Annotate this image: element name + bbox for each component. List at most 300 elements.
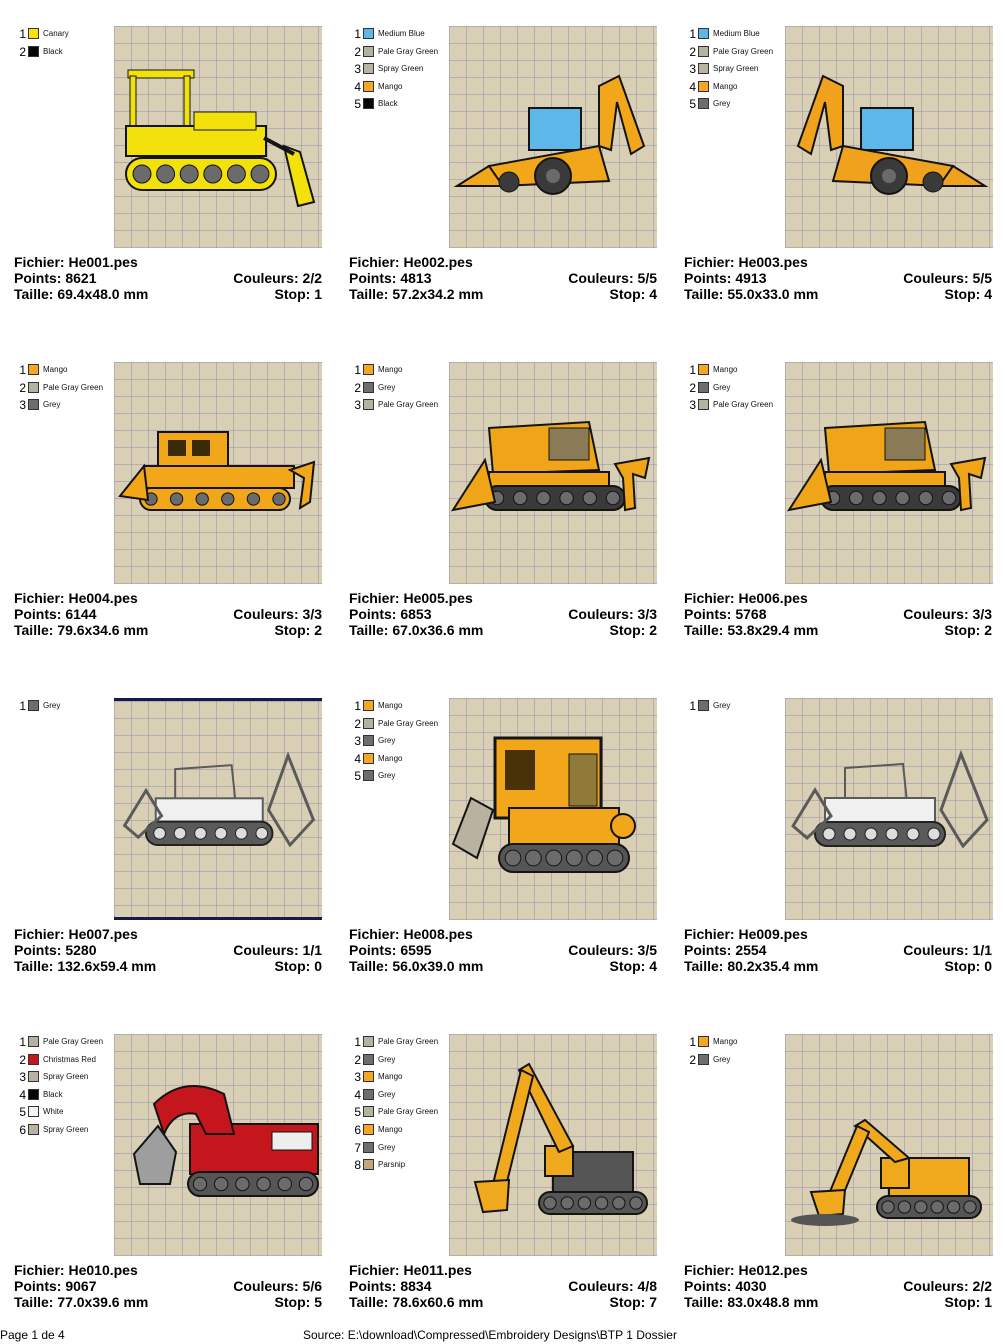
thread-color-swatch (363, 735, 374, 746)
thread-color-swatch (698, 382, 709, 393)
stop-value: 2 (649, 622, 657, 638)
thread-color-name: Mango (713, 1037, 738, 1046)
thread-index: 1 (354, 363, 361, 377)
thread-color-name: Grey (378, 736, 396, 746)
thread-index: 2 (689, 44, 696, 59)
stop-label: Stop: (944, 1294, 985, 1310)
thread-index: 5 (689, 97, 696, 112)
stop-label: Stop: (274, 622, 315, 638)
design-card (335, 336, 670, 672)
design-card (335, 672, 670, 1008)
design-card (0, 1008, 335, 1344)
size-value: 132.6x59.4 mm (57, 958, 157, 974)
thread-color-name: Medium Blue (378, 29, 425, 38)
machine-illustration (114, 26, 322, 248)
thread-color-swatch (363, 718, 374, 729)
points-label: Points: (14, 1278, 66, 1294)
color-count (233, 270, 322, 286)
file-value: He010.pes (68, 1262, 138, 1278)
stop-count (610, 958, 657, 974)
stitch-points (14, 606, 97, 622)
colors-value: 1/1 (972, 942, 992, 958)
thread-color-swatch (363, 1159, 374, 1170)
thread-index: 1 (19, 363, 26, 377)
size-label: Taille: (684, 622, 728, 638)
colors-value: 2/2 (302, 270, 322, 286)
design-card (670, 0, 1005, 336)
points-label: Points: (349, 270, 401, 286)
thread-color-swatch (363, 1054, 374, 1065)
thread-index: 4 (689, 79, 696, 94)
thread-index: 1 (19, 27, 26, 41)
thread-color-name: Mango (378, 1124, 403, 1134)
color-count (903, 942, 992, 958)
stop-value: 7 (649, 1294, 657, 1310)
thread-color-name: Mango (378, 365, 403, 374)
size-value: 69.4x48.0 mm (57, 286, 149, 302)
thread-color-swatch (28, 382, 39, 393)
design-preview (785, 362, 993, 584)
thread-index: 4 (354, 79, 361, 94)
file-value: He002.pes (403, 254, 473, 270)
color-count (903, 1278, 992, 1294)
design-preview (114, 26, 322, 248)
colors-value: 2/2 (972, 1278, 992, 1294)
thread-color-swatch (363, 81, 374, 92)
points-value: 6144 (65, 606, 97, 622)
stop-label: Stop: (609, 286, 650, 302)
thread-color-name: Spray Green (713, 64, 759, 74)
points-value: 5280 (65, 942, 97, 958)
colors-value: 3/5 (637, 942, 657, 958)
thread-color-swatch (698, 81, 709, 92)
design-card (670, 672, 1005, 1008)
stitch-points (14, 942, 97, 958)
stitch-points (349, 1278, 432, 1294)
thread-color-name: Mango (378, 81, 403, 91)
thread-color-swatch (28, 1054, 39, 1065)
design-size (349, 622, 483, 638)
size-value: 67.0x36.6 mm (392, 622, 484, 638)
file-label: Fichier: (349, 926, 404, 942)
thread-color-swatch (28, 364, 39, 375)
machine-illustration (785, 26, 993, 248)
stop-count (275, 1294, 322, 1310)
colors-label: Couleurs: (568, 1278, 638, 1294)
thread-color-name: Mango (713, 365, 738, 374)
size-value: 77.0x39.6 mm (57, 1294, 149, 1310)
size-value: 80.2x35.4 mm (727, 958, 819, 974)
thread-index: 6 (354, 1122, 361, 1137)
file-name (684, 1262, 808, 1278)
design-size (14, 958, 156, 974)
design-size (14, 1294, 148, 1310)
source-path: Source: E:\download\Compressed\Embroidery Designs\BTP 1 Dossier (303, 1328, 677, 1342)
thread-color-swatch (698, 364, 709, 375)
file-value: He003.pes (738, 254, 808, 270)
colors-label: Couleurs: (903, 606, 973, 622)
thread-color-name: Grey (43, 400, 61, 410)
stop-value: 2 (314, 622, 322, 638)
thread-color-name: Grey (713, 99, 731, 109)
design-size (684, 286, 818, 302)
stop-value: 5 (314, 1294, 322, 1310)
thread-color-name: Pale Gray Green (378, 1107, 439, 1117)
colors-value: 4/8 (637, 1278, 657, 1294)
points-value: 4813 (400, 270, 432, 286)
stop-count (610, 622, 657, 638)
thread-index: 3 (689, 62, 696, 77)
file-name (349, 926, 473, 942)
file-label: Fichier: (349, 1262, 404, 1278)
colors-label: Couleurs: (568, 270, 638, 286)
thread-color-name: Black (43, 46, 63, 56)
thread-color-name: Grey (378, 1089, 396, 1099)
file-label: Fichier: (349, 590, 404, 606)
design-preview (114, 698, 322, 920)
thread-color-swatch (363, 1142, 374, 1153)
stop-count (275, 286, 322, 302)
thread-index: 5 (19, 1105, 26, 1120)
file-name (684, 254, 808, 270)
thread-color-swatch (363, 382, 374, 393)
colors-label: Couleurs: (903, 1278, 973, 1294)
colors-value: 5/6 (302, 1278, 322, 1294)
thread-color-name: Grey (43, 701, 61, 710)
stop-label: Stop: (609, 1294, 650, 1310)
thread-color-swatch (363, 753, 374, 764)
points-label: Points: (14, 942, 66, 958)
stop-label: Stop: (944, 622, 985, 638)
colors-label: Couleurs: (233, 1278, 303, 1294)
design-card (670, 336, 1005, 672)
thread-index: 3 (354, 734, 361, 749)
file-value: He005.pes (403, 590, 473, 606)
color-count (903, 270, 992, 286)
thread-color-swatch (698, 399, 709, 410)
file-value: He009.pes (738, 926, 808, 942)
points-value: 2554 (735, 942, 767, 958)
thread-color-swatch (698, 98, 709, 109)
thread-index: 3 (354, 398, 361, 413)
file-value: He007.pes (68, 926, 138, 942)
size-label: Taille: (14, 622, 58, 638)
stitch-points (684, 942, 767, 958)
file-name (349, 590, 473, 606)
design-preview (114, 1034, 322, 1256)
stitch-points (349, 606, 432, 622)
thread-index: 5 (354, 1105, 361, 1120)
thread-index: 1 (689, 699, 696, 713)
points-label: Points: (684, 606, 736, 622)
thread-color-swatch (363, 364, 374, 375)
thread-color-name: Grey (378, 382, 396, 392)
machine-illustration (785, 362, 993, 584)
stop-count (945, 622, 992, 638)
file-name (14, 254, 138, 270)
design-preview (114, 362, 322, 584)
thread-color-swatch (363, 1089, 374, 1100)
stop-label: Stop: (609, 958, 650, 974)
machine-illustration (449, 1034, 657, 1256)
colors-value: 3/3 (637, 606, 657, 622)
stop-value: 0 (984, 958, 992, 974)
colors-label: Couleurs: (233, 942, 303, 958)
file-label: Fichier: (14, 590, 69, 606)
color-count (233, 942, 322, 958)
colors-label: Couleurs: (568, 606, 638, 622)
stop-count (275, 958, 322, 974)
thread-color-name: Parsnip (378, 1160, 406, 1170)
thread-index: 1 (689, 1035, 696, 1049)
thread-color-name: Spray Green (378, 64, 424, 74)
machine-illustration (114, 1034, 322, 1256)
file-label: Fichier: (684, 590, 739, 606)
thread-index: 3 (354, 62, 361, 77)
thread-index: 1 (354, 699, 361, 713)
thread-index: 2 (354, 1052, 361, 1067)
thread-color-swatch (363, 700, 374, 711)
stop-label: Stop: (944, 286, 985, 302)
thread-index: 2 (354, 380, 361, 395)
points-label: Points: (14, 270, 66, 286)
stop-value: 4 (984, 286, 992, 302)
design-card (0, 336, 335, 672)
thread-index: 3 (19, 1070, 26, 1085)
thread-index: 2 (354, 44, 361, 59)
design-size (684, 622, 818, 638)
design-card (670, 1008, 1005, 1344)
size-value: 78.6x60.6 mm (392, 1294, 484, 1310)
thread-index: 1 (689, 363, 696, 377)
size-value: 53.8x29.4 mm (727, 622, 819, 638)
colors-label: Couleurs: (903, 942, 973, 958)
file-value: He004.pes (68, 590, 138, 606)
thread-color-swatch (28, 46, 39, 57)
thread-index: 2 (19, 1052, 26, 1067)
color-count (233, 606, 322, 622)
file-value: He001.pes (68, 254, 138, 270)
design-preview (449, 26, 657, 248)
design-card (0, 0, 335, 336)
colors-value: 5/5 (637, 270, 657, 286)
thread-color-name: Black (378, 99, 398, 109)
stop-count (610, 286, 657, 302)
points-value: 4030 (735, 1278, 767, 1294)
thread-color-swatch (363, 1071, 374, 1082)
thread-color-name: Grey (713, 1054, 731, 1064)
thread-color-swatch (28, 1106, 39, 1117)
stop-value: 2 (984, 622, 992, 638)
points-label: Points: (349, 606, 401, 622)
colors-label: Couleurs: (903, 270, 973, 286)
stop-label: Stop: (944, 958, 985, 974)
thread-index: 3 (19, 398, 26, 413)
thread-color-name: Spray Green (43, 1124, 89, 1134)
machine-illustration (449, 26, 657, 248)
size-value: 56.0x39.0 mm (392, 958, 484, 974)
thread-color-name: Grey (378, 771, 396, 781)
thread-color-name: Mango (378, 1072, 403, 1082)
file-label: Fichier: (14, 1262, 69, 1278)
thread-index: 2 (19, 44, 26, 59)
colors-value: 5/5 (972, 270, 992, 286)
points-label: Points: (349, 1278, 401, 1294)
thread-index: 5 (354, 769, 361, 784)
size-value: 57.2x34.2 mm (392, 286, 484, 302)
file-label: Fichier: (684, 1262, 739, 1278)
points-value: 6853 (400, 606, 432, 622)
size-label: Taille: (684, 1294, 728, 1310)
thread-color-name: Pale Gray Green (378, 1037, 439, 1046)
thread-color-name: Christmas Red (43, 1054, 96, 1064)
stop-count (275, 622, 322, 638)
file-value: He012.pes (738, 1262, 808, 1278)
thread-color-swatch (28, 1089, 39, 1100)
thread-index: 1 (19, 699, 26, 713)
design-preview (785, 1034, 993, 1256)
thread-color-name: Canary (43, 29, 69, 38)
points-label: Points: (349, 942, 401, 958)
thread-color-swatch (363, 46, 374, 57)
thread-color-swatch (28, 399, 39, 410)
machine-illustration (449, 362, 657, 584)
stop-label: Stop: (274, 1294, 315, 1310)
color-count (568, 1278, 657, 1294)
thread-color-swatch (363, 63, 374, 74)
design-size (349, 958, 483, 974)
machine-illustration (114, 701, 322, 917)
stop-count (945, 958, 992, 974)
stop-value: 1 (984, 1294, 992, 1310)
size-label: Taille: (349, 622, 393, 638)
colors-label: Couleurs: (233, 270, 303, 286)
thread-color-swatch (698, 28, 709, 39)
file-label: Fichier: (684, 926, 739, 942)
size-value: 55.0x33.0 mm (727, 286, 819, 302)
thread-index: 4 (354, 751, 361, 766)
file-value: He008.pes (403, 926, 473, 942)
thread-color-name: White (43, 1107, 64, 1117)
thread-index: 2 (19, 380, 26, 395)
stop-label: Stop: (274, 286, 315, 302)
file-name (684, 926, 808, 942)
machine-illustration (449, 698, 657, 920)
stop-count (610, 1294, 657, 1310)
file-name (14, 590, 138, 606)
stop-value: 4 (649, 286, 657, 302)
thread-color-name: Pale Gray Green (378, 400, 439, 410)
thread-color-name: Pale Gray Green (43, 382, 104, 392)
file-name (684, 590, 808, 606)
thread-color-name: Pale Gray Green (378, 718, 439, 728)
color-count (903, 606, 992, 622)
points-label: Points: (684, 1278, 736, 1294)
thread-color-name: Mango (378, 753, 403, 763)
design-size (684, 958, 818, 974)
thread-color-swatch (363, 1036, 374, 1047)
thread-color-name: Grey (378, 1054, 396, 1064)
size-label: Taille: (684, 958, 728, 974)
size-value: 83.0x48.8 mm (727, 1294, 819, 1310)
design-card (335, 1008, 670, 1344)
colors-value: 1/1 (302, 942, 322, 958)
thread-color-name: Mango (713, 81, 738, 91)
thread-color-swatch (698, 1036, 709, 1047)
thread-index: 2 (689, 1052, 696, 1067)
design-size (14, 286, 148, 302)
thread-color-swatch (698, 700, 709, 711)
file-label: Fichier: (684, 254, 739, 270)
file-value: He006.pes (738, 590, 808, 606)
thread-color-swatch (698, 46, 709, 57)
color-count (233, 1278, 322, 1294)
stop-label: Stop: (274, 958, 315, 974)
colors-value: 3/3 (302, 606, 322, 622)
thread-color-name: Grey (378, 1142, 396, 1152)
stop-count (945, 1294, 992, 1310)
design-size (14, 622, 148, 638)
size-label: Taille: (14, 1294, 58, 1310)
thread-index: 1 (19, 1035, 26, 1049)
thread-color-name: Pale Gray Green (378, 46, 439, 56)
file-name (349, 254, 473, 270)
design-preview (449, 1034, 657, 1256)
thread-index: 3 (689, 398, 696, 413)
design-size (684, 1294, 818, 1310)
design-preview (449, 698, 657, 920)
size-label: Taille: (14, 286, 58, 302)
color-count (568, 270, 657, 286)
thread-color-name: Pale Gray Green (713, 400, 774, 410)
stop-label: Stop: (609, 622, 650, 638)
points-value: 8834 (400, 1278, 432, 1294)
stitch-points (349, 942, 432, 958)
points-value: 5768 (735, 606, 767, 622)
thread-index: 2 (689, 380, 696, 395)
thread-index: 1 (689, 27, 696, 41)
stop-value: 4 (649, 958, 657, 974)
thread-color-name: Grey (713, 382, 731, 392)
thread-color-swatch (698, 63, 709, 74)
thread-index: 4 (354, 1087, 361, 1102)
size-label: Taille: (349, 1294, 393, 1310)
thread-index: 6 (19, 1122, 26, 1137)
file-label: Fichier: (14, 926, 69, 942)
thread-index: 3 (354, 1070, 361, 1085)
thread-color-swatch (28, 1071, 39, 1082)
thread-color-swatch (363, 28, 374, 39)
thread-color-name: Spray Green (43, 1072, 89, 1082)
color-count (568, 606, 657, 622)
thread-color-name: Pale Gray Green (43, 1037, 104, 1046)
stop-value: 0 (314, 958, 322, 974)
colors-value: 3/3 (972, 606, 992, 622)
thread-color-name: Grey (713, 701, 731, 710)
thread-color-swatch (363, 399, 374, 410)
stitch-points (349, 270, 432, 286)
design-size (349, 286, 483, 302)
thread-color-name: Mango (378, 701, 403, 710)
thread-color-name: Black (43, 1089, 63, 1099)
stitch-points (684, 606, 767, 622)
thread-color-swatch (363, 1124, 374, 1135)
design-preview (785, 26, 993, 248)
points-label: Points: (684, 942, 736, 958)
thread-index: 5 (354, 97, 361, 112)
page-indicator: Page 1 de 4 (0, 1328, 65, 1342)
thread-color-swatch (363, 98, 374, 109)
